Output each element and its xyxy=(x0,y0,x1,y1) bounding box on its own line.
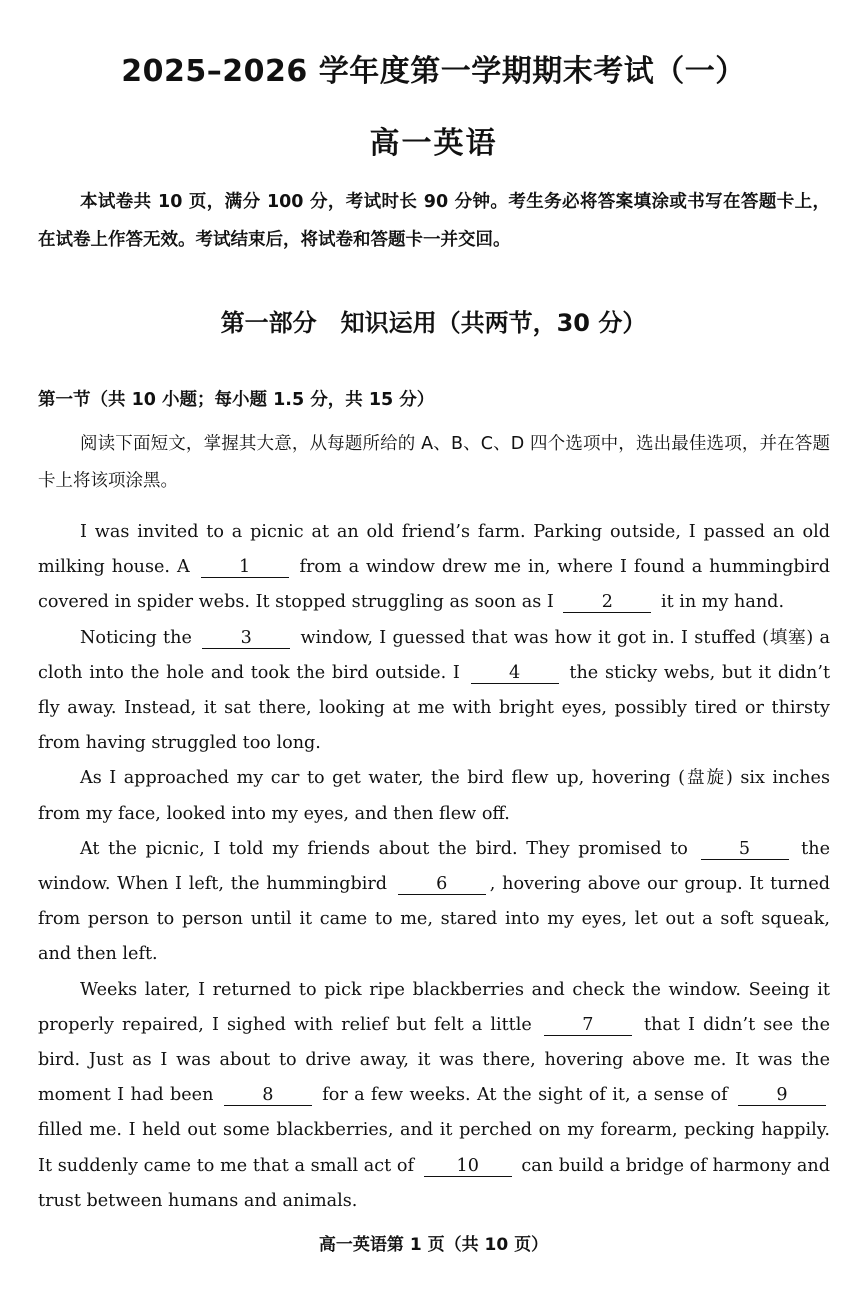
answer-blank: 9 xyxy=(738,1085,826,1106)
answer-blank: 10 xyxy=(424,1156,512,1177)
passage-paragraph xyxy=(38,515,830,621)
answer-blank: 6 xyxy=(398,874,486,895)
section-heading: 第一节（共 10 小题；每小题 1.5 分，共 15 分） xyxy=(38,390,435,410)
answer-blank: 2 xyxy=(563,592,651,613)
passage-text: that I didn’t see the bird. Just as I was about to drive away, it was there, hovering above me. It was the moment I had been xyxy=(38,1014,831,1106)
subject-title: 高一英语 xyxy=(369,126,498,161)
passage-text: I was invited to a picnic at an old friend’s farm. Parking outside, I passed an old milking house. A xyxy=(38,522,830,578)
passage-text: for a few weeks. At the sight of it, a sense of xyxy=(322,1085,728,1106)
passage-text: , hovering above our group. It turned from person to person until it came to me, stared into my eyes, let out a soft squeak, and then left. xyxy=(38,874,830,965)
passage-text: window, I guessed that was how it got in. I stuffed (填塞) a cloth into the hole and took the bird outside. I xyxy=(38,627,831,683)
exam-instructions xyxy=(38,183,830,259)
passage-paragraph xyxy=(38,832,830,973)
passage-text: Noticing the xyxy=(80,627,192,648)
answer-blank: 8 xyxy=(224,1085,312,1106)
answer-blank: 3 xyxy=(202,628,290,649)
passage-text: the window. When I left, the hummingbird xyxy=(38,838,830,895)
directions xyxy=(38,426,830,500)
answer-blank: 4 xyxy=(471,663,559,684)
exam-title: 2025–2026 学年度第一学期期末考试（一） xyxy=(121,54,746,89)
page-footer: 高一英语第 1 页（共 10 页） xyxy=(318,1235,549,1255)
passage-text: filled me. I held out some blackberries, and it perched on my forearm, pecking happily. It suddenly came to me that a small act of xyxy=(38,1120,830,1176)
answer-blank: 5 xyxy=(701,839,789,860)
cloze-passage xyxy=(38,515,830,1219)
passage-paragraph xyxy=(38,761,830,831)
passage-text: can build a bridge of harmony and trust between humans and animals. xyxy=(38,1155,831,1211)
answer-blank: 7 xyxy=(544,1015,632,1036)
passage-text: As I approached my car to get water, the bird flew up, hovering (盘旋) six inches from my face, looked into my eyes, and then flew off. xyxy=(38,768,830,824)
passage-text: it in my hand. xyxy=(660,592,785,613)
answer-blank: 1 xyxy=(201,557,289,578)
passage-text: Weeks later, I returned to pick ripe blackberries and check the window. Seeing it properly repaired, I sighed with relief but felt a little xyxy=(38,979,830,1035)
part-heading: 第一部分 知识运用（共两节，30 分） xyxy=(220,309,647,337)
passage-text: At the picnic, I told my friends about the bird. They promised to xyxy=(80,838,688,859)
passage-text: from a window drew me in, where I found a hummingbird covered in spider webs. It stopped struggling as soon as I xyxy=(38,557,830,613)
passage-paragraph xyxy=(38,973,830,1219)
passage-text: the sticky webs, but it didn’t fly away. Instead, it sat there, looking at me with bright eyes, possibly tired or thirsty from having struggled too long. xyxy=(38,662,831,754)
passage-paragraph xyxy=(38,621,830,762)
instructions-text: 本试卷共 10 页，满分 100 分，考试时长 90 分钟。考生务必将答案填涂或书写在答题卡上，在试卷上作答无效。考试结束后，将试卷和答题卡一并交回。 xyxy=(38,192,830,250)
directions-text: 阅读下面短文，掌握其大意，从每题所给的 A、B、C、D 四个选项中，选出最佳选项，并在答题卡上将该项涂黑。 xyxy=(38,434,830,491)
